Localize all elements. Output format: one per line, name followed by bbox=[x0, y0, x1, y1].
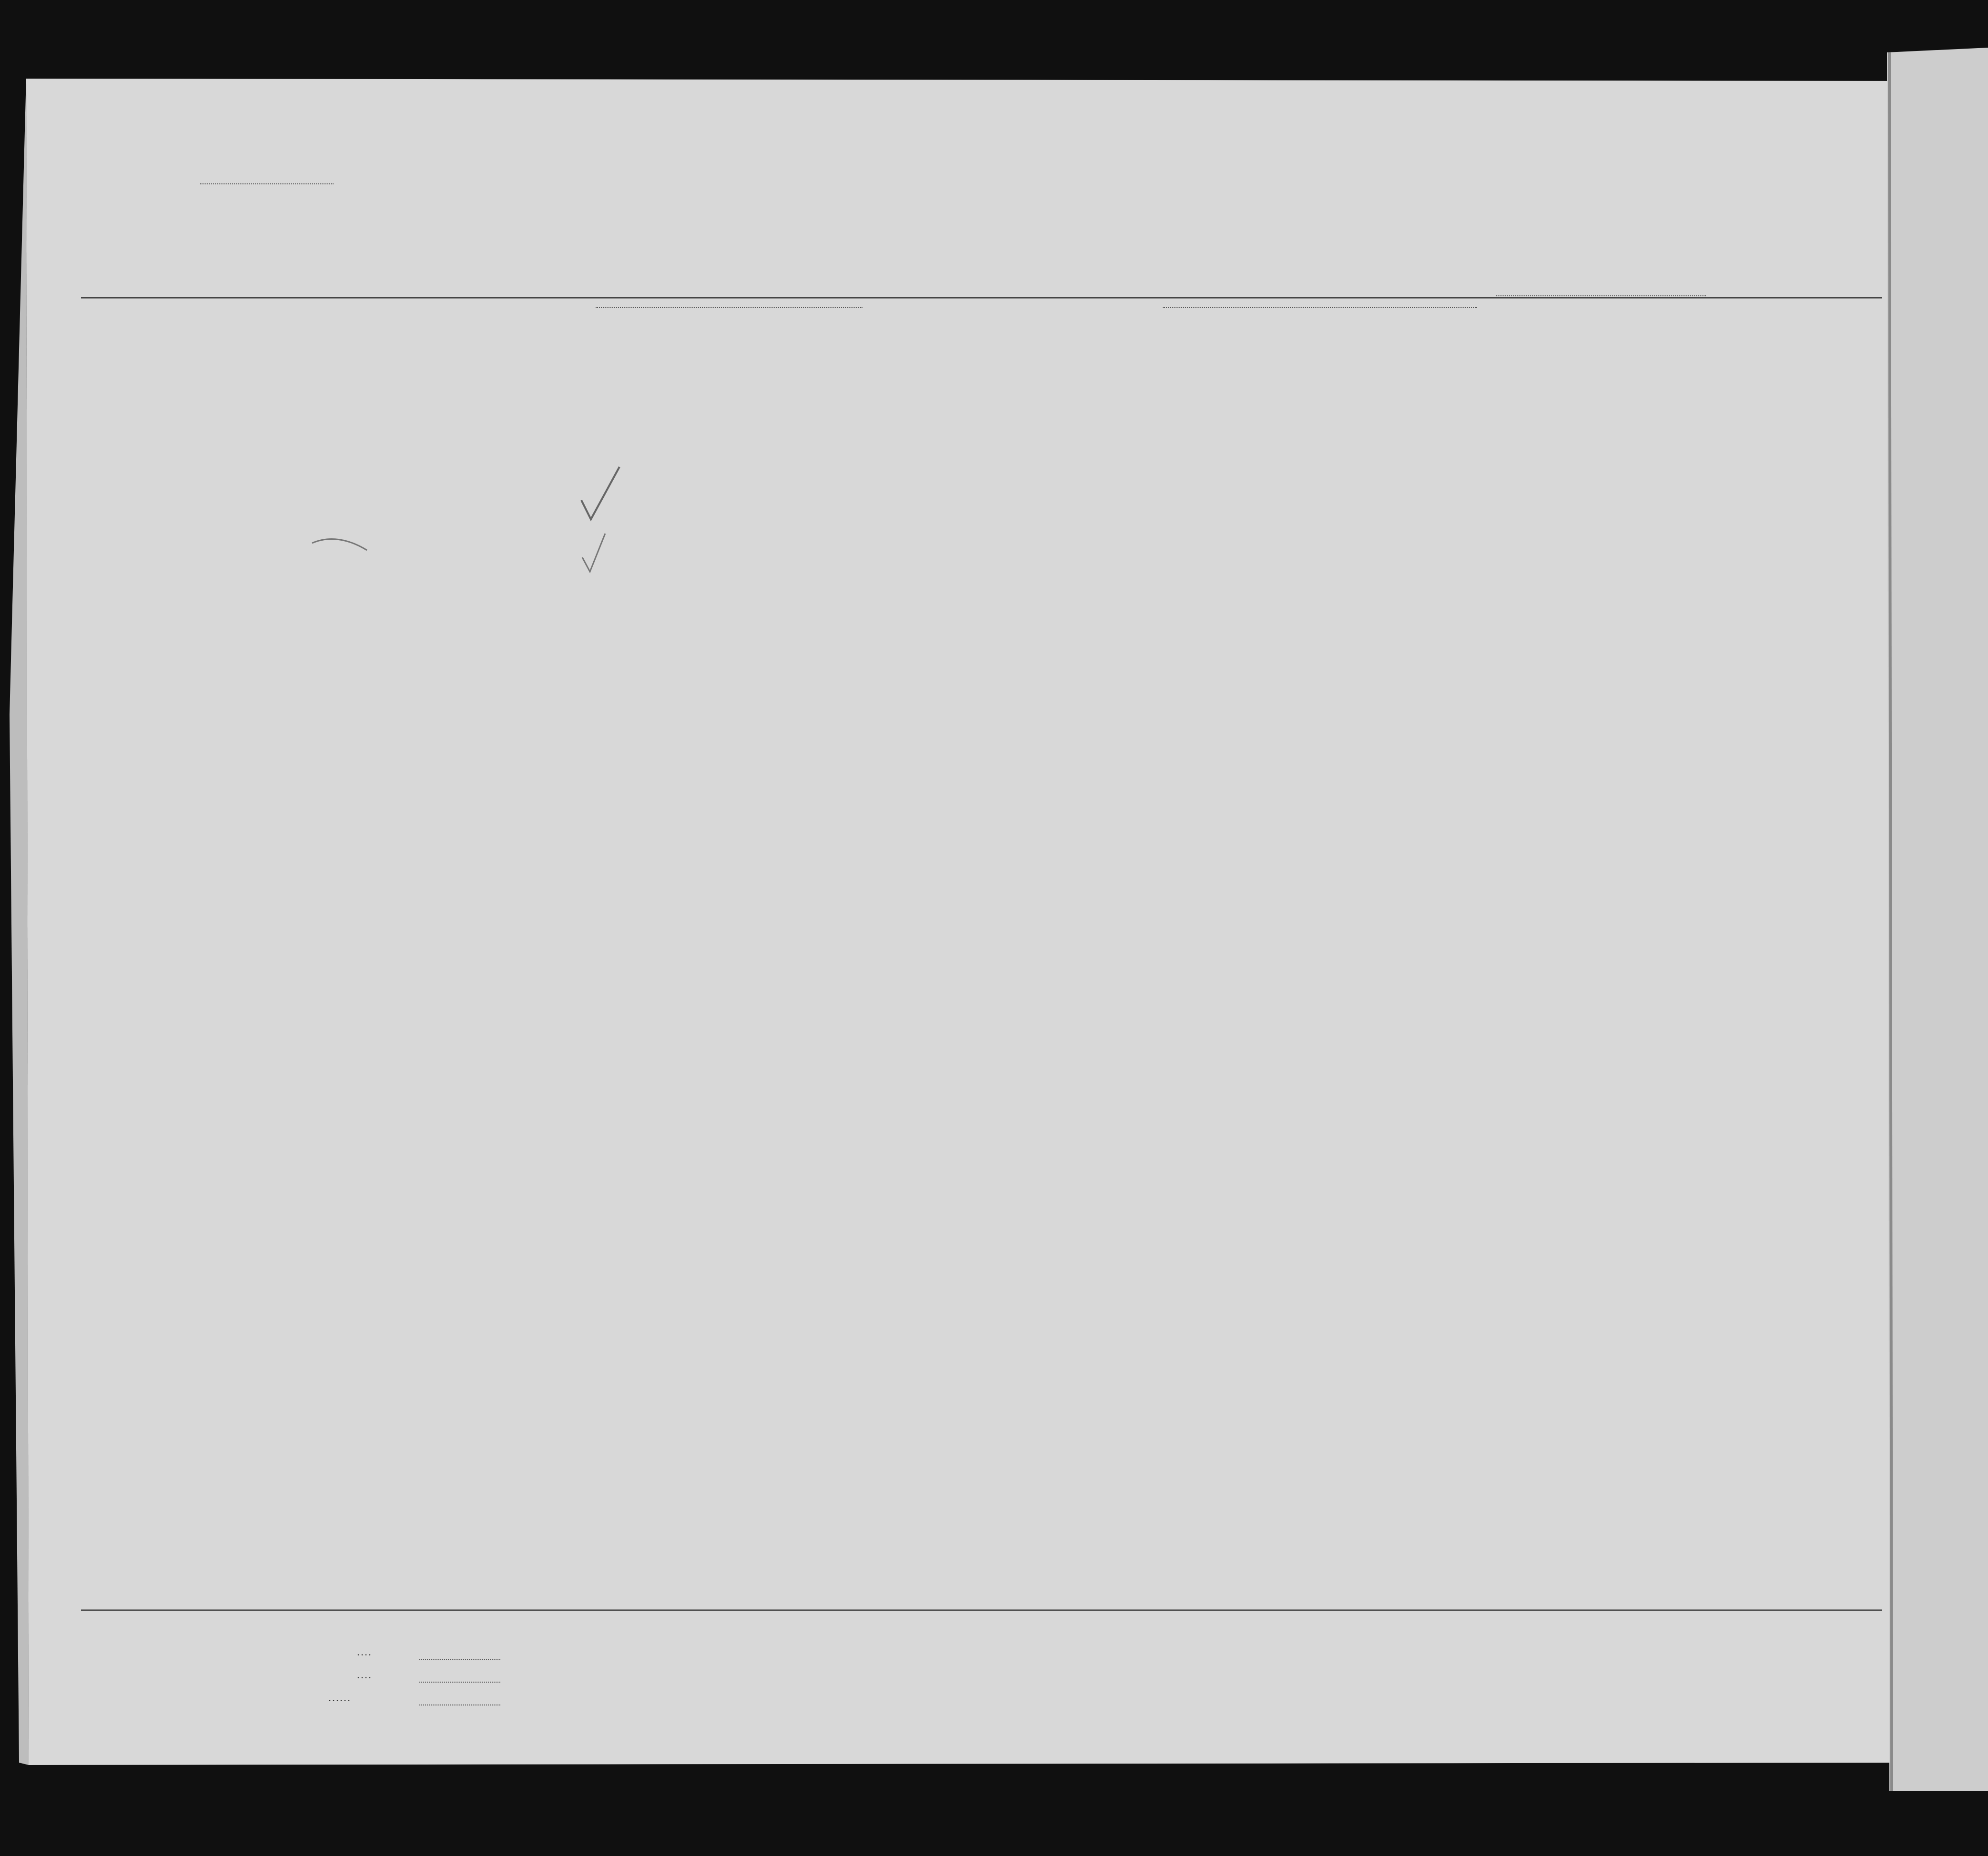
total-passengers-line bbox=[419, 1659, 500, 1660]
check-marks bbox=[572, 457, 629, 581]
messina-flourish bbox=[310, 534, 372, 562]
us-citizens-line bbox=[419, 1682, 500, 1683]
